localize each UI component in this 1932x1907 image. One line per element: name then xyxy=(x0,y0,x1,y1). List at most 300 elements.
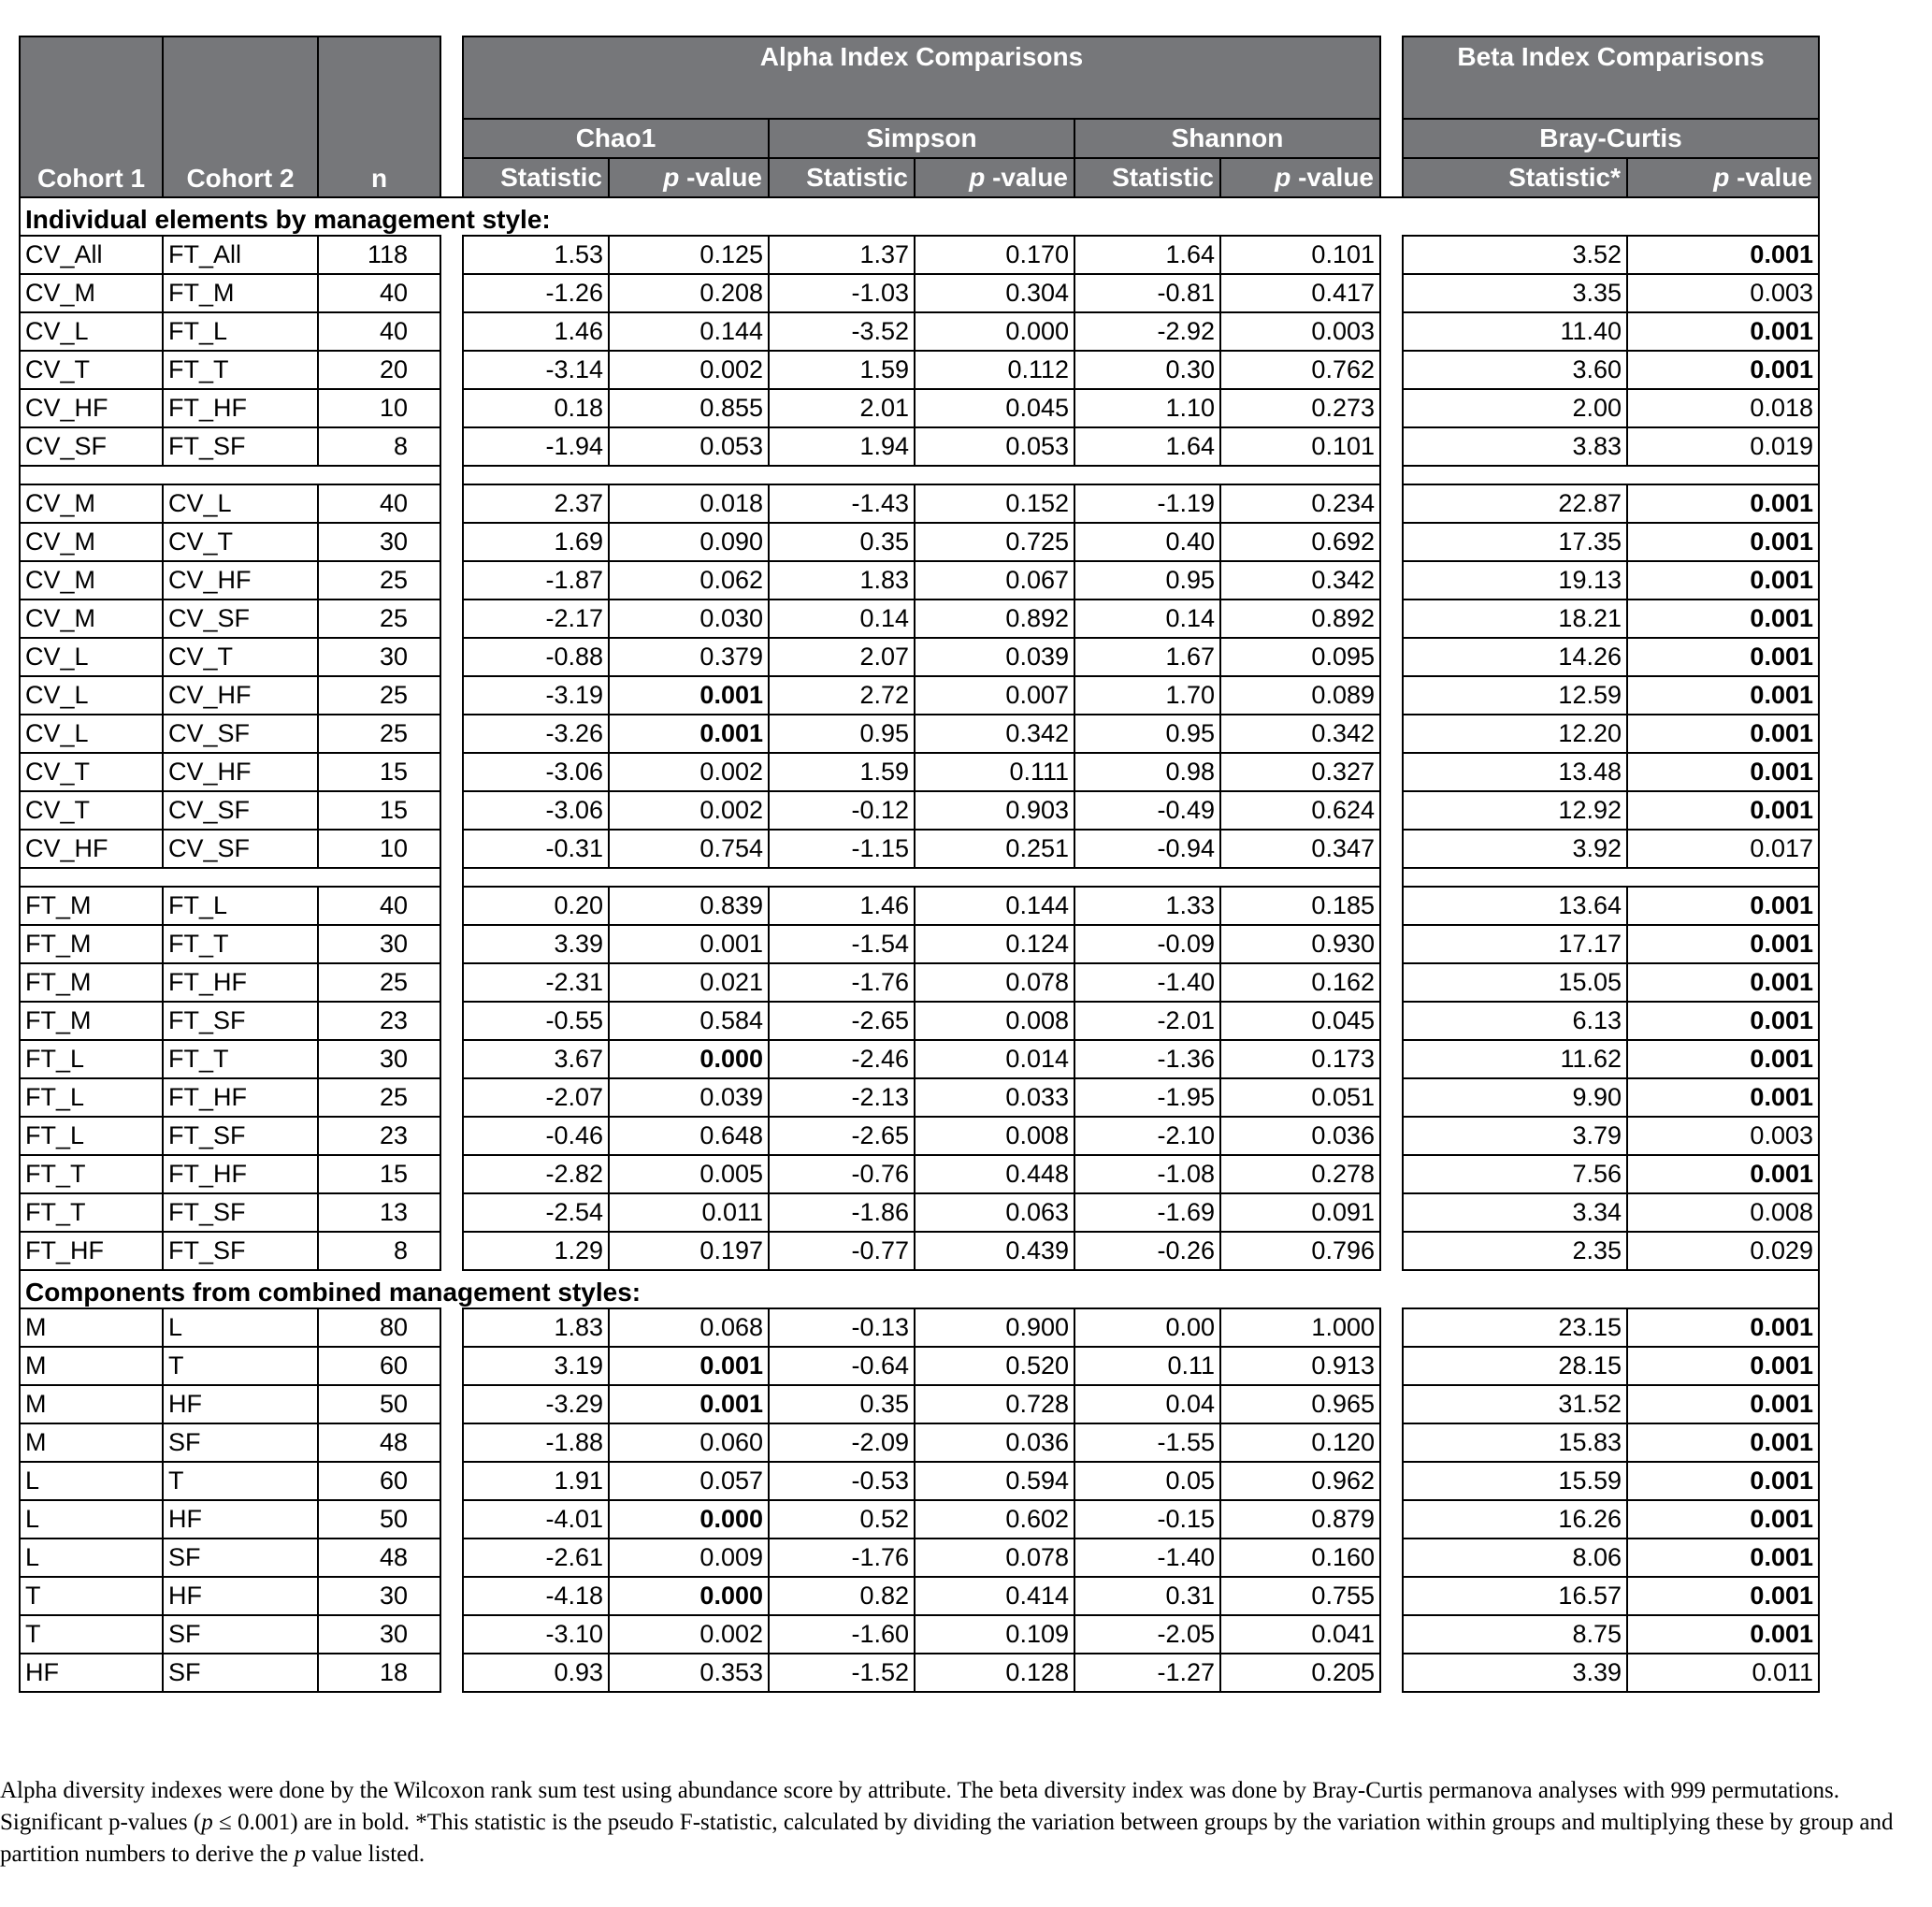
bray-curtis-p-value: 0.001 xyxy=(1627,351,1819,389)
shannon-statistic: -2.92 xyxy=(1074,312,1220,351)
cohort2-cell: FT_M xyxy=(163,274,318,312)
cohort2-cell: T xyxy=(163,1347,318,1385)
simpson-statistic: 1.37 xyxy=(769,236,915,274)
chao1-statistic: -0.88 xyxy=(463,638,609,676)
shannon-statistic: 0.30 xyxy=(1074,351,1220,389)
column-gap xyxy=(1380,561,1403,600)
simpson-statistic: -0.76 xyxy=(769,1155,915,1193)
column-gap xyxy=(440,963,463,1002)
bray-curtis-statistic: 19.13 xyxy=(1403,561,1627,600)
cohort2-cell: FT_SF xyxy=(163,427,318,466)
chao1-statistic: 2.37 xyxy=(463,484,609,523)
shannon-statistic: 0.05 xyxy=(1074,1462,1220,1500)
shannon-p-value: 0.101 xyxy=(1220,236,1380,274)
chao1-p-value: 0.009 xyxy=(609,1539,769,1577)
simpson-statistic: 0.14 xyxy=(769,600,915,638)
bray-curtis-statistic: 3.79 xyxy=(1403,1117,1627,1155)
n-cell: 25 xyxy=(318,715,440,753)
chao1-p-value: 0.057 xyxy=(609,1462,769,1500)
table-row xyxy=(20,1577,1819,1615)
simpson-p-value: 0.448 xyxy=(915,1155,1074,1193)
header-statistic: Statistic xyxy=(463,158,609,197)
table-row xyxy=(20,1347,1819,1385)
simpson-p-value: 0.111 xyxy=(915,753,1074,791)
shannon-p-value: 0.692 xyxy=(1220,523,1380,561)
chao1-statistic: -3.14 xyxy=(463,351,609,389)
column-gap xyxy=(1380,1308,1403,1347)
spacer-cell xyxy=(463,868,1380,887)
cohort2-cell: FT_SF xyxy=(163,1232,318,1270)
n-cell: 30 xyxy=(318,925,440,963)
chao1-statistic: -2.07 xyxy=(463,1078,609,1117)
shannon-p-value: 1.000 xyxy=(1220,1308,1380,1347)
n-cell: 30 xyxy=(318,1615,440,1654)
cohort2-cell: FT_All xyxy=(163,236,318,274)
chao1-p-value: 0.002 xyxy=(609,753,769,791)
simpson-statistic: -2.65 xyxy=(769,1002,915,1040)
simpson-statistic: -2.46 xyxy=(769,1040,915,1078)
simpson-p-value: 0.033 xyxy=(915,1078,1074,1117)
simpson-statistic: 0.52 xyxy=(769,1500,915,1539)
table-row xyxy=(20,1155,1819,1193)
n-cell: 30 xyxy=(318,1577,440,1615)
column-gap xyxy=(1380,1539,1403,1577)
section-heading-row xyxy=(20,1270,1819,1308)
simpson-statistic: 2.01 xyxy=(769,389,915,427)
simpson-p-value: 0.128 xyxy=(915,1654,1074,1692)
simpson-p-value: 0.000 xyxy=(915,312,1074,351)
column-gap xyxy=(1380,1193,1403,1232)
column-gap xyxy=(1380,389,1403,427)
bray-curtis-p-value: 0.001 xyxy=(1627,887,1819,925)
chao1-statistic: 3.67 xyxy=(463,1040,609,1078)
bray-curtis-statistic: 12.59 xyxy=(1403,676,1627,715)
bray-curtis-p-value: 0.001 xyxy=(1627,1539,1819,1577)
cohort2-cell: CV_SF xyxy=(163,600,318,638)
column-gap xyxy=(1380,427,1403,466)
cohort1-cell: L xyxy=(20,1539,163,1577)
table-row xyxy=(20,1654,1819,1692)
shannon-statistic: 0.14 xyxy=(1074,600,1220,638)
bray-curtis-statistic: 9.90 xyxy=(1403,1078,1627,1117)
column-gap xyxy=(1380,753,1403,791)
shannon-statistic: 1.64 xyxy=(1074,236,1220,274)
n-cell: 8 xyxy=(318,1232,440,1270)
chao1-statistic: -1.88 xyxy=(463,1423,609,1462)
column-gap xyxy=(440,830,463,868)
simpson-statistic: 0.35 xyxy=(769,523,915,561)
chao1-p-value: 0.000 xyxy=(609,1040,769,1078)
bray-curtis-p-value: 0.001 xyxy=(1627,1462,1819,1500)
cohort1-cell: L xyxy=(20,1500,163,1539)
bray-curtis-p-value: 0.001 xyxy=(1627,1155,1819,1193)
spacer-cell xyxy=(440,868,463,887)
cohort2-cell: CV_T xyxy=(163,523,318,561)
n-cell: 8 xyxy=(318,427,440,466)
cohort2-cell: CV_SF xyxy=(163,830,318,868)
n-cell: 40 xyxy=(318,274,440,312)
cohort1-cell: FT_M xyxy=(20,887,163,925)
n-cell: 30 xyxy=(318,1040,440,1078)
cohort1-cell: CV_M xyxy=(20,484,163,523)
bray-curtis-p-value: 0.001 xyxy=(1627,484,1819,523)
chao1-statistic: -0.31 xyxy=(463,830,609,868)
simpson-p-value: 0.251 xyxy=(915,830,1074,868)
block-spacer-row xyxy=(20,466,1819,484)
column-gap xyxy=(1380,1654,1403,1692)
cohort1-cell: CV_L xyxy=(20,715,163,753)
cohort1-cell: CV_L xyxy=(20,638,163,676)
cohort2-cell: CV_T xyxy=(163,638,318,676)
shannon-p-value: 0.173 xyxy=(1220,1040,1380,1078)
simpson-p-value: 0.078 xyxy=(915,1539,1074,1577)
chao1-statistic: 0.93 xyxy=(463,1654,609,1692)
n-cell: 18 xyxy=(318,1654,440,1692)
column-gap xyxy=(440,715,463,753)
cohort2-cell: FT_SF xyxy=(163,1117,318,1155)
shannon-statistic: -0.81 xyxy=(1074,274,1220,312)
table-row xyxy=(20,887,1819,925)
column-gap xyxy=(1380,791,1403,830)
simpson-p-value: 0.144 xyxy=(915,887,1074,925)
cohort2-cell: CV_SF xyxy=(163,791,318,830)
table-row xyxy=(20,389,1819,427)
cohort1-cell: FT_L xyxy=(20,1078,163,1117)
table-row xyxy=(20,312,1819,351)
chao1-p-value: 0.060 xyxy=(609,1423,769,1462)
diversity-comparison-table xyxy=(19,36,1820,1693)
bray-curtis-p-value: 0.001 xyxy=(1627,925,1819,963)
header-bray-curtis: Bray-Curtis xyxy=(1403,119,1819,158)
column-gap xyxy=(440,1155,463,1193)
bray-curtis-p-value: 0.003 xyxy=(1627,1117,1819,1155)
chao1-statistic: 0.18 xyxy=(463,389,609,427)
cohort2-cell: CV_HF xyxy=(163,676,318,715)
cohort2-cell: CV_HF xyxy=(163,753,318,791)
n-cell: 15 xyxy=(318,1155,440,1193)
shannon-statistic: -0.26 xyxy=(1074,1232,1220,1270)
chao1-p-value: 0.018 xyxy=(609,484,769,523)
chao1-statistic: 1.29 xyxy=(463,1232,609,1270)
header-p-value: p -value xyxy=(1627,158,1819,197)
table-row xyxy=(20,830,1819,868)
simpson-statistic: -1.54 xyxy=(769,925,915,963)
bray-curtis-p-value: 0.001 xyxy=(1627,753,1819,791)
cohort2-cell: SF xyxy=(163,1615,318,1654)
cohort1-cell: CV_T xyxy=(20,351,163,389)
chao1-statistic: -4.18 xyxy=(463,1577,609,1615)
bray-curtis-p-value: 0.001 xyxy=(1627,791,1819,830)
simpson-statistic: -0.64 xyxy=(769,1347,915,1385)
n-cell: 40 xyxy=(318,312,440,351)
header-beta-group: Beta Index Comparisons xyxy=(1403,36,1819,119)
shannon-statistic: -1.40 xyxy=(1074,1539,1220,1577)
shannon-p-value: 0.762 xyxy=(1220,351,1380,389)
table-row xyxy=(20,561,1819,600)
chao1-p-value: 0.144 xyxy=(609,312,769,351)
simpson-p-value: 0.602 xyxy=(915,1500,1074,1539)
column-gap xyxy=(440,1500,463,1539)
column-gap xyxy=(1380,887,1403,925)
chao1-p-value: 0.011 xyxy=(609,1193,769,1232)
shannon-statistic: 0.98 xyxy=(1074,753,1220,791)
column-gap xyxy=(440,312,463,351)
chao1-p-value: 0.001 xyxy=(609,1347,769,1385)
shannon-p-value: 0.273 xyxy=(1220,389,1380,427)
column-gap xyxy=(1380,638,1403,676)
chao1-statistic: -2.54 xyxy=(463,1193,609,1232)
n-cell: 25 xyxy=(318,561,440,600)
bray-curtis-statistic: 13.48 xyxy=(1403,753,1627,791)
bray-curtis-statistic: 16.26 xyxy=(1403,1500,1627,1539)
shannon-p-value: 0.347 xyxy=(1220,830,1380,868)
table-row xyxy=(20,1308,1819,1347)
bray-curtis-statistic: 18.21 xyxy=(1403,600,1627,638)
simpson-p-value: 0.900 xyxy=(915,1308,1074,1347)
cohort2-cell: CV_HF xyxy=(163,561,318,600)
bray-curtis-statistic: 3.35 xyxy=(1403,274,1627,312)
column-gap xyxy=(1380,1500,1403,1539)
column-gap xyxy=(440,236,463,274)
cohort1-cell: CV_HF xyxy=(20,389,163,427)
shannon-p-value: 0.051 xyxy=(1220,1078,1380,1117)
column-gap xyxy=(1380,236,1403,274)
table-row xyxy=(20,1040,1819,1078)
n-cell: 20 xyxy=(318,351,440,389)
bray-curtis-p-value: 0.001 xyxy=(1627,561,1819,600)
n-cell: 25 xyxy=(318,676,440,715)
shannon-statistic: 1.10 xyxy=(1074,389,1220,427)
chao1-p-value: 0.000 xyxy=(609,1500,769,1539)
bray-curtis-p-value: 0.001 xyxy=(1627,1347,1819,1385)
n-cell: 25 xyxy=(318,1078,440,1117)
shannon-statistic: 0.40 xyxy=(1074,523,1220,561)
cohort1-cell: CV_All xyxy=(20,236,163,274)
simpson-p-value: 0.414 xyxy=(915,1577,1074,1615)
chao1-statistic: -2.61 xyxy=(463,1539,609,1577)
shannon-p-value: 0.930 xyxy=(1220,925,1380,963)
simpson-p-value: 0.892 xyxy=(915,600,1074,638)
n-cell: 25 xyxy=(318,963,440,1002)
bray-curtis-p-value: 0.001 xyxy=(1627,1423,1819,1462)
cohort1-cell: CV_SF xyxy=(20,427,163,466)
header-statistic: Statistic xyxy=(1074,158,1220,197)
simpson-p-value: 0.304 xyxy=(915,274,1074,312)
header-simpson: Simpson xyxy=(769,119,1074,158)
cohort2-cell: FT_T xyxy=(163,351,318,389)
shannon-statistic: -1.36 xyxy=(1074,1040,1220,1078)
bray-curtis-statistic: 17.35 xyxy=(1403,523,1627,561)
chao1-statistic: 1.53 xyxy=(463,236,609,274)
bray-curtis-statistic: 11.40 xyxy=(1403,312,1627,351)
table-row xyxy=(20,1078,1819,1117)
spacer-cell xyxy=(20,466,440,484)
cohort1-cell: CV_M xyxy=(20,561,163,600)
shannon-p-value: 0.342 xyxy=(1220,715,1380,753)
simpson-p-value: 0.008 xyxy=(915,1002,1074,1040)
simpson-p-value: 0.039 xyxy=(915,638,1074,676)
shannon-p-value: 0.278 xyxy=(1220,1155,1380,1193)
column-gap xyxy=(440,1040,463,1078)
shannon-statistic: -2.01 xyxy=(1074,1002,1220,1040)
shannon-p-value: 0.205 xyxy=(1220,1654,1380,1692)
shannon-p-value: 0.234 xyxy=(1220,484,1380,523)
cohort2-cell: FT_HF xyxy=(163,963,318,1002)
shannon-p-value: 0.327 xyxy=(1220,753,1380,791)
shannon-statistic: 1.67 xyxy=(1074,638,1220,676)
shannon-p-value: 0.160 xyxy=(1220,1539,1380,1577)
chao1-p-value: 0.002 xyxy=(609,351,769,389)
column-gap xyxy=(1380,523,1403,561)
table-header xyxy=(20,36,1819,197)
simpson-statistic: -1.52 xyxy=(769,1654,915,1692)
simpson-p-value: 0.053 xyxy=(915,427,1074,466)
shannon-statistic: 1.64 xyxy=(1074,427,1220,466)
n-cell: 23 xyxy=(318,1002,440,1040)
bray-curtis-statistic: 14.26 xyxy=(1403,638,1627,676)
bray-curtis-p-value: 0.003 xyxy=(1627,274,1819,312)
column-gap xyxy=(440,1232,463,1270)
simpson-statistic: 2.07 xyxy=(769,638,915,676)
n-cell: 15 xyxy=(318,791,440,830)
n-cell: 60 xyxy=(318,1347,440,1385)
table-row xyxy=(20,484,1819,523)
column-gap xyxy=(1380,1462,1403,1500)
bray-curtis-statistic: 11.62 xyxy=(1403,1040,1627,1078)
n-cell: 60 xyxy=(318,1462,440,1500)
simpson-statistic: -2.09 xyxy=(769,1423,915,1462)
column-gap xyxy=(440,523,463,561)
bray-curtis-p-value: 0.001 xyxy=(1627,963,1819,1002)
table-footnote: Alpha diversity indexes were done by the Wilcoxon rank sum test using abundance score by attribute. The beta diversity index was done by Bray-Curtis permanova analyses with 999 permutations. Significant p-values (p ≤ 0.001) are in bold. *This statistic is the pseudo F-statistic, calculated by dividing the variation between groups by the variation within groups and multiplying these by group and partition numbers to derive the p value listed. xyxy=(0,1778,1894,1867)
bray-curtis-p-value: 0.001 xyxy=(1627,1078,1819,1117)
chao1-statistic: -0.46 xyxy=(463,1117,609,1155)
simpson-p-value: 0.152 xyxy=(915,484,1074,523)
table-row xyxy=(20,1385,1819,1423)
shannon-p-value: 0.755 xyxy=(1220,1577,1380,1615)
chao1-p-value: 0.584 xyxy=(609,1002,769,1040)
bray-curtis-statistic: 15.59 xyxy=(1403,1462,1627,1500)
bray-curtis-statistic: 3.92 xyxy=(1403,830,1627,868)
chao1-statistic: 1.83 xyxy=(463,1308,609,1347)
n-cell: 15 xyxy=(318,753,440,791)
cohort2-cell: FT_T xyxy=(163,925,318,963)
bray-curtis-p-value: 0.008 xyxy=(1627,1193,1819,1232)
header-p-value: p -value xyxy=(915,158,1074,197)
bray-curtis-statistic: 22.87 xyxy=(1403,484,1627,523)
bray-curtis-p-value: 0.017 xyxy=(1627,830,1819,868)
n-cell: 80 xyxy=(318,1308,440,1347)
spacer-cell xyxy=(463,466,1380,484)
column-gap xyxy=(440,753,463,791)
spacer-cell xyxy=(1403,868,1819,887)
bray-curtis-p-value: 0.001 xyxy=(1627,715,1819,753)
table-row xyxy=(20,1193,1819,1232)
shannon-statistic: 1.70 xyxy=(1074,676,1220,715)
bray-curtis-statistic: 8.06 xyxy=(1403,1539,1627,1577)
column-gap xyxy=(440,925,463,963)
shannon-p-value: 0.091 xyxy=(1220,1193,1380,1232)
column-gap xyxy=(1380,1232,1403,1270)
bray-curtis-statistic: 12.20 xyxy=(1403,715,1627,753)
chao1-statistic: 0.20 xyxy=(463,887,609,925)
simpson-statistic: 1.59 xyxy=(769,351,915,389)
column-gap xyxy=(440,1577,463,1615)
shannon-p-value: 0.041 xyxy=(1220,1615,1380,1654)
simpson-statistic: 0.35 xyxy=(769,1385,915,1423)
shannon-p-value: 0.120 xyxy=(1220,1423,1380,1462)
column-gap xyxy=(440,389,463,427)
bray-curtis-statistic: 3.52 xyxy=(1403,236,1627,274)
cohort1-cell: CV_T xyxy=(20,791,163,830)
table-row xyxy=(20,1462,1819,1500)
simpson-p-value: 0.109 xyxy=(915,1615,1074,1654)
chao1-p-value: 0.208 xyxy=(609,274,769,312)
cohort2-cell: L xyxy=(163,1308,318,1347)
spacer-cell xyxy=(440,466,463,484)
shannon-statistic: -1.55 xyxy=(1074,1423,1220,1462)
column-gap xyxy=(440,1117,463,1155)
bray-curtis-statistic: 28.15 xyxy=(1403,1347,1627,1385)
chao1-p-value: 0.068 xyxy=(609,1308,769,1347)
bray-curtis-statistic: 23.15 xyxy=(1403,1308,1627,1347)
chao1-statistic: -1.26 xyxy=(463,274,609,312)
cohort1-cell: FT_T xyxy=(20,1155,163,1193)
table-row xyxy=(20,753,1819,791)
table-row xyxy=(20,1539,1819,1577)
bray-curtis-p-value: 0.001 xyxy=(1627,676,1819,715)
column-gap xyxy=(1380,1615,1403,1654)
shannon-statistic: -1.95 xyxy=(1074,1078,1220,1117)
cohort2-cell: CV_SF xyxy=(163,715,318,753)
cohort2-cell: HF xyxy=(163,1385,318,1423)
bray-curtis-p-value: 0.001 xyxy=(1627,523,1819,561)
chao1-p-value: 0.039 xyxy=(609,1078,769,1117)
bray-curtis-statistic: 7.56 xyxy=(1403,1155,1627,1193)
shannon-p-value: 0.796 xyxy=(1220,1232,1380,1270)
shannon-statistic: -0.94 xyxy=(1074,830,1220,868)
chao1-p-value: 0.002 xyxy=(609,791,769,830)
bray-curtis-p-value: 0.001 xyxy=(1627,236,1819,274)
column-gap xyxy=(440,561,463,600)
cohort2-cell: FT_L xyxy=(163,312,318,351)
cohort1-cell: CV_M xyxy=(20,274,163,312)
cohort2-cell: FT_HF xyxy=(163,389,318,427)
cohort2-cell: HF xyxy=(163,1500,318,1539)
table-row xyxy=(20,925,1819,963)
shannon-p-value: 0.101 xyxy=(1220,427,1380,466)
bray-curtis-p-value: 0.001 xyxy=(1627,1500,1819,1539)
cohort2-cell: FT_L xyxy=(163,887,318,925)
bray-curtis-statistic: 3.39 xyxy=(1403,1654,1627,1692)
shannon-p-value: 0.892 xyxy=(1220,600,1380,638)
cohort1-cell: CV_M xyxy=(20,600,163,638)
cohort1-cell: FT_L xyxy=(20,1040,163,1078)
column-gap xyxy=(440,1002,463,1040)
shannon-statistic: 0.11 xyxy=(1074,1347,1220,1385)
chao1-p-value: 0.000 xyxy=(609,1577,769,1615)
shannon-p-value: 0.962 xyxy=(1220,1462,1380,1500)
cohort1-cell: FT_HF xyxy=(20,1232,163,1270)
shannon-p-value: 0.003 xyxy=(1220,312,1380,351)
cohort1-cell: M xyxy=(20,1385,163,1423)
spacer-cell xyxy=(20,868,440,887)
chao1-p-value: 0.125 xyxy=(609,236,769,274)
shannon-statistic: -0.49 xyxy=(1074,791,1220,830)
simpson-statistic: -1.43 xyxy=(769,484,915,523)
shannon-statistic: -2.10 xyxy=(1074,1117,1220,1155)
bray-curtis-p-value: 0.018 xyxy=(1627,389,1819,427)
